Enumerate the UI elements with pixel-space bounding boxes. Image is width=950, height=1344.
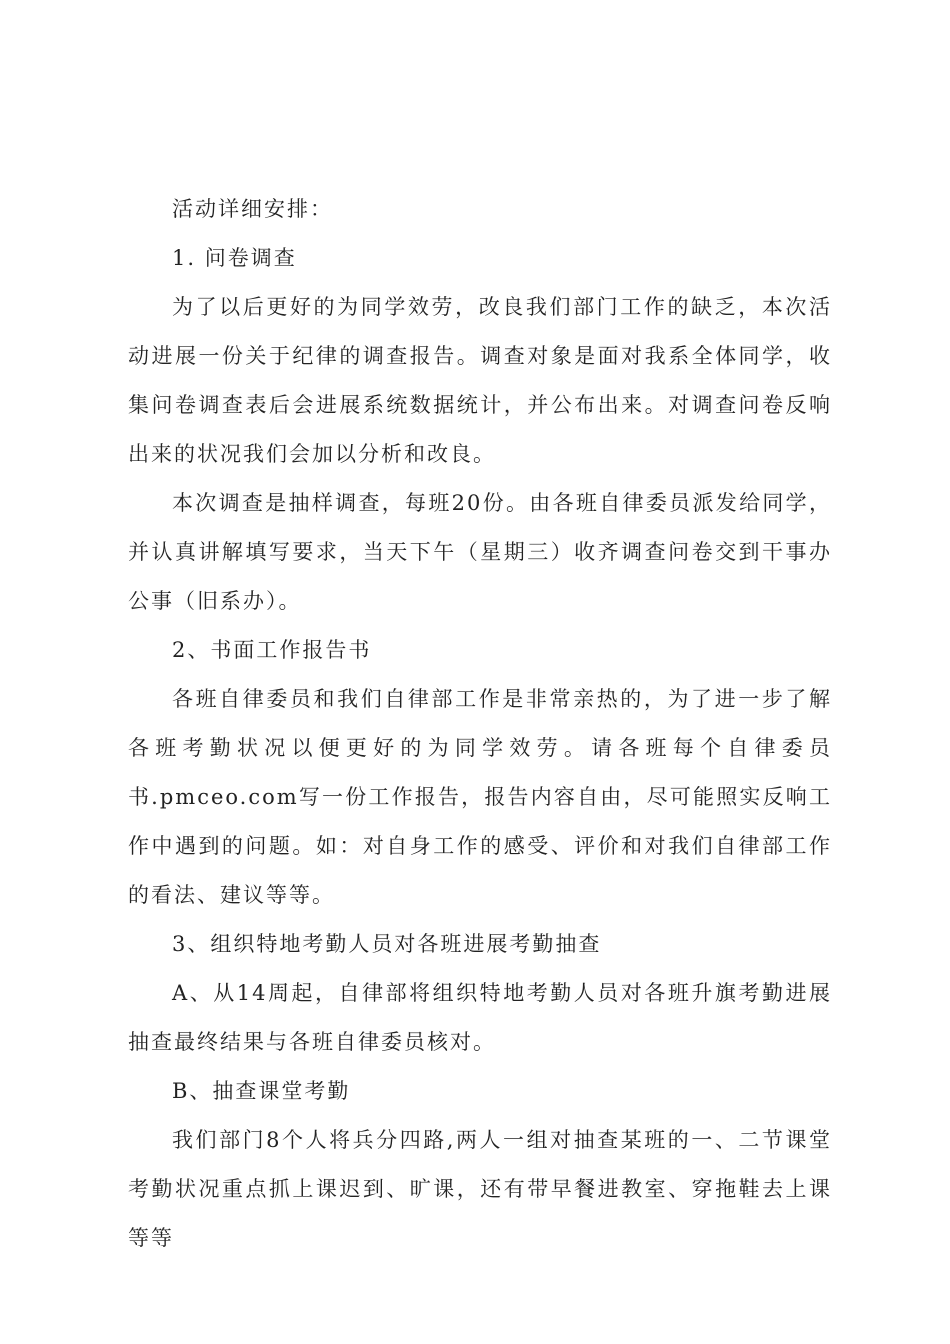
section3-title: 3、组织特地考勤人员对各班进展考勤抽查 <box>172 932 602 956</box>
section2-title: 2、书面工作报告书 <box>172 638 372 662</box>
document-body <box>128 185 832 1263</box>
section1-paragraph-1: 为了以后更好的为同学效劳，改良我们部门工作的缺乏，本次活动进展一份关于纪律的调查报告。调查对象是面对我系全体同学，收集问卷调查表后会进展系统数据统计，并公布出来。对调查问卷反响出来的状况我们会加以分析和改良。 <box>128 295 832 466</box>
section2-paragraph-1: 各班自律委员和我们自律部工作是非常亲热的，为了进一步了解各班考勤状况以便更好的为同学效劳。请各班每个自律委员书.pmceo.com写一份工作报告，报告内容自由，尽可能照实反响工作中遇到的问题。如：对自身工作的感受、评价和对我们自律部工作的看法、建议等等。 <box>128 687 832 907</box>
activity-intro: 活动详细安排： <box>172 197 333 221</box>
section1-title: 1. 问卷调查 <box>172 246 297 270</box>
section1-paragraph-2: 本次调查是抽样调查，每班20份。由各班自律委员派发给同学，并认真讲解填写要求，当天下午（星期三）收齐调查问卷交到干事办公事（旧系办）。 <box>128 491 832 613</box>
section3-item-b-title: B、抽查课堂考勤 <box>172 1079 351 1103</box>
section3-item-a: A、从14周起，自律部将组织特地考勤人员对各班升旗考勤进展抽查最终结果与各班自律委员核对。 <box>128 981 832 1054</box>
section3-item-b-text: 我们部门8个人将兵分四路,两人一组对抽查某班的一、二节课堂考勤状况重点抓上课迟到、旷课，还有带早餐进教室、穿拖鞋去上课等等 <box>128 1128 832 1250</box>
